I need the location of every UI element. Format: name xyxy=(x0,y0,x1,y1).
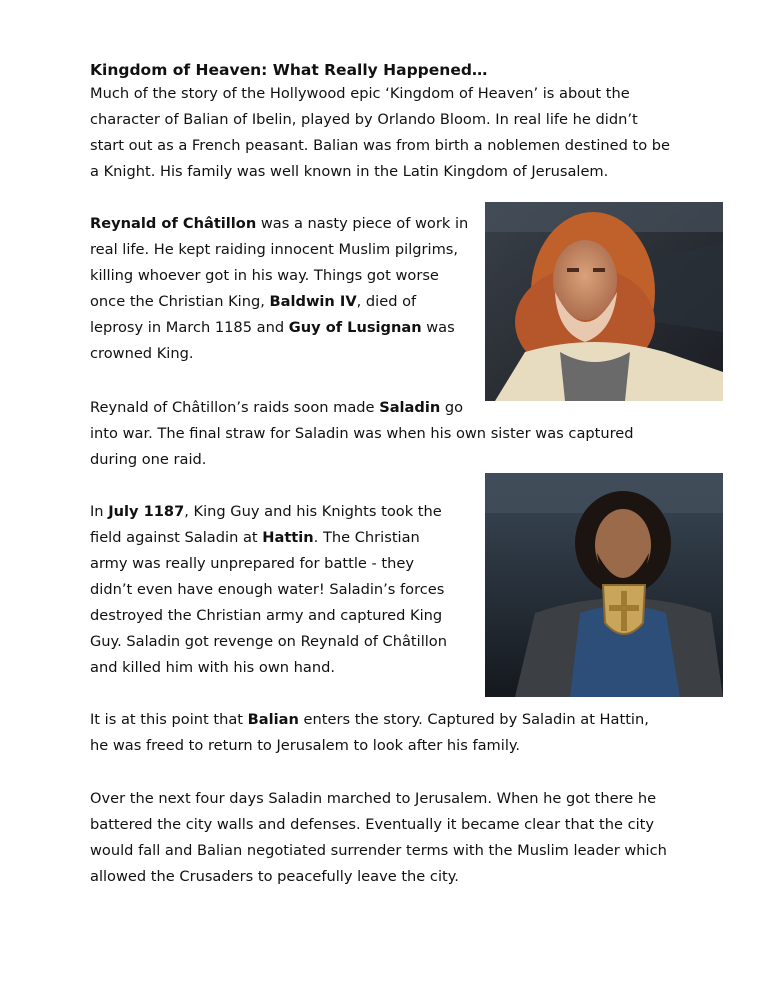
text-span: , died of xyxy=(356,293,417,310)
text-line: Much of the story of the Hollywood epic ‘Kingdom of Heaven’ is about the xyxy=(90,85,630,102)
text-line: a Knight. His family was well known in the Latin Kingdom of Jerusalem. xyxy=(90,163,609,180)
saladin-photo xyxy=(485,473,723,697)
bold-name: Guy of Lusignan xyxy=(288,319,422,336)
bold-name: Reynald of Châtillon xyxy=(90,215,257,232)
text-line xyxy=(90,499,447,525)
text-span: leprosy in March 1185 and xyxy=(90,319,289,336)
paragraph-balian xyxy=(90,707,649,759)
paragraph-hattin xyxy=(90,499,447,681)
paragraph-jerusalem xyxy=(90,786,667,890)
bold-name: Baldwin IV xyxy=(269,293,357,310)
bold-place: Hattin xyxy=(262,529,314,546)
text-line xyxy=(90,315,468,341)
saladin-portrait-image xyxy=(485,473,723,697)
text-line: destroyed the Christian army and captured King xyxy=(90,607,443,624)
text-line: battered the city walls and defenses. Eventually it became clear that the city xyxy=(90,816,655,833)
paragraph-saladin xyxy=(90,395,634,473)
text-line: he was freed to return to Jerusalem to look after his family. xyxy=(90,737,521,754)
text-line: into war. The final straw for Saladin was when his own sister was captured xyxy=(90,425,634,442)
text-line: allowed the Crusaders to peacefully leave the city. xyxy=(90,868,459,885)
reynald-portrait-image xyxy=(485,202,723,401)
text-line: would fall and Balian negotiated surrender terms with the Muslim leader which xyxy=(90,842,667,859)
text-span: . The Christian xyxy=(313,529,420,546)
text-line: real life. He kept raiding innocent Muslim pilgrims, xyxy=(90,241,459,258)
text-line: character of Balian of Ibelin, played by Orlando Bloom. In real life he didn’t xyxy=(90,111,638,128)
text-span: was xyxy=(421,319,455,336)
text-line: Over the next four days Saladin marched to Jerusalem. When he got there he xyxy=(90,790,657,807)
text-line: Guy. Saladin got revenge on Reynald of Châtillon xyxy=(90,633,447,650)
text-span: once the Christian King, xyxy=(90,293,270,310)
text-line: start out as a French peasant. Balian was from birth a noblemen destined to be xyxy=(90,137,671,154)
text-span: , King Guy and his Knights took the xyxy=(184,503,442,520)
text-span: field against Saladin at xyxy=(90,529,263,546)
text-line: and killed him with his own hand. xyxy=(90,659,335,676)
bold-name: Saladin xyxy=(379,399,441,416)
text-line: killing whoever got in his way. Things got worse xyxy=(90,267,439,284)
text-line: crowned King. xyxy=(90,345,194,362)
paragraph-reynald xyxy=(90,211,468,367)
page-title: Kingdom of Heaven: What Really Happened… xyxy=(90,61,488,79)
text-span: In xyxy=(90,503,109,520)
text-span: enters the story. Captured by Saladin at Hattin, xyxy=(298,711,649,728)
text-line: didn’t even have enough water! Saladin’s forces xyxy=(90,581,445,598)
bold-date: July 1187 xyxy=(108,503,185,520)
text-line: army was really unprepared for battle - they xyxy=(90,555,414,572)
text-span: go xyxy=(440,399,464,416)
text-line xyxy=(90,525,447,551)
text-span: was a nasty piece of work in xyxy=(256,215,469,232)
text-line xyxy=(90,289,468,315)
bold-name: Balian xyxy=(247,711,299,728)
text-span: Reynald of Châtillon’s raids soon made xyxy=(90,399,380,416)
text-line: during one raid. xyxy=(90,451,207,468)
paragraph-intro xyxy=(90,81,670,185)
text-span: It is at this point that xyxy=(90,711,248,728)
reynald-photo xyxy=(485,202,723,401)
text-line xyxy=(90,707,649,733)
text-line xyxy=(90,211,468,237)
